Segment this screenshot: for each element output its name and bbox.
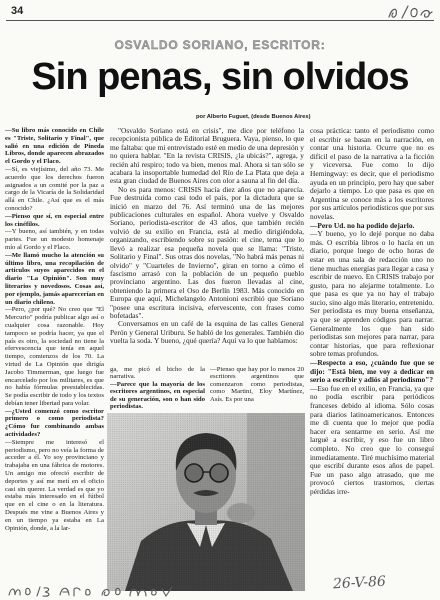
handwritten-date: 26-V-86 <box>332 573 387 593</box>
intro-paragraph: "Osvaldo Soriano está en crisis", me dice por teléfono la recepcionista pública de Editorial Bruguera. Vaya, pienso, lo que me faltaba: que mi entrevistado esté en medio de una depresión y no quiera hablar. "En la revista CRISIS, ¿la ubicás?", agrega, y recién ahí respiro; todo va bien, menos mal. Ahora si tan sólo se acabara la insoportable humedad del Río de La Plata que deja a esta gran ciudad de Buenos Aires con olor a sauna al fin del día. <box>110 127 304 186</box>
interview-answer: —Pero, ¿por qué? No creo que "El Mercurio" podría publicar algo así o cualquier cosa razonable. Hoy tampoco se podría hacer, ya que el país es otro, la sociedad no tiene la efervescencia que tenía en aquel tiempo, comienzos de los 70. La virtud de La Opinión que dirigía Jacobo Timmerman, que luego fue encarcelado por los militares, es que no había fórmulas preestablecidas. Se podía escribir de todo y los textos debían tener libertad para volar. <box>5 306 104 407</box>
header-rule <box>6 20 434 21</box>
interview-question: —¿Usted comenzó como escritor primero o como periodista? ¿Cómo fue combinando ambas actividades? <box>5 407 104 439</box>
handwritten-annotation-top <box>386 3 434 21</box>
interview-question: —Me llamó mucho la atención su último libro, una recopilación de artículos suyos aparecidos en el diario "La Opinión". Son muy literarios y novedosos. Cosas así, por ejemplo, jamás aparecerían en un diario chileno. <box>5 251 104 306</box>
interview-question: —Pero Ud. no ha podido dejarlo. <box>310 220 415 230</box>
handwritten-annotation-bottom <box>6 582 178 600</box>
interview-answer: —Pienso que hay por lo menos 20 escritores argentinos que comenzaron como periodistas, como Martini, Eloy Martínez, Asís. Es por una <box>210 366 304 403</box>
right-column <box>310 127 434 567</box>
left-column <box>5 127 104 587</box>
headline-kicker: OSVALDO SORIANO, ESCRITOR: <box>114 38 326 52</box>
interview-question: —Su libro más conocido en Chile es "Triste, Solitario y Final", que salió en una edición de Pineda Libros, donde aparecen abrazados el Gordo y el Flaco. <box>5 127 104 166</box>
intro-column <box>110 127 304 365</box>
portrait-photo <box>107 413 305 591</box>
interview-answer: —Sí, es viejísimo, del año 73. Me acuerdo que los derechos fueron asignados a un comité por la paz a cargo de la Vicaría de la Solidaridad allá en Chile. ¿Así que es el más conocido? <box>5 165 104 212</box>
interview-answer: cosa práctica: tanto el periodismo como el escribir se basan en la narración, en contar una historia. Ocurre que no es difícil el paso de la narrativa a la ficción y viceversa. Fue como lo dijo Hemingway: es decir, que el periodismo ayuda en un principio, pero hay que saber dejarlo a tiempo. Lo que pasa es que en Argentina se conoce más a los escritores por sus artículos periodísticos que por sus novelas. <box>310 127 434 221</box>
interview-answer: —Y bueno, yo lo dejé porque no daba más. O escribía libros o lo hacía en un diario, porque luego de ocho horas de estar en una sala de redacción uno no tiene muchas energías para llegar a casa y escribir de nuevo. En CRISIS trabajo por gusto, para no alejarme totalmente. Lo que pasa es que ya no hay el trabajo sucio, sino algo más literario, entretenido. Ser periodista es muy buena enseñanza, ya que se aprenden códigos para narrar. Generalmente los que han sido periodistas son mejores para narrar, para contar historias, que para reflexionar sobre temas profundos. <box>310 229 434 359</box>
interview-question: —Respecto a eso, ¿cuándo fue que se dijo: "Está bien, me voy a dedicar en serio a escribir y adiós al periodismo"? <box>310 358 434 385</box>
middle-right-column <box>210 366 304 412</box>
intro-paragraph: No es para menos: CRISIS hacía diez años que no aparecía. Fue destruida como casi todo el país, por la dictadura que se inició en marzo del 76. Así terminó una de las mejores publicaciones culturales en español. Ahora vuelve y Osvaldo Soriano, periodista-escritor de 43 años, que también recién volvió de su exilio en Francia, está al medio dirigiéndola, organizando, escribiendo sobre su pasión: el cine, tema que lo llevó a realizar esa pequeña novela que se llama: "Triste, Solitario y Final". Sus otras dos novelas, "No habrá más penas ni olvido" y "Cuarteles de Invierno", giran en torno a cómo el fascismo arrasó con la población de un pequeño pueblo provinciano argentino. Las dos fueron llevadas al cine, obteniendo la primera el Oso de Berlín 1983. Más conocido en Europa que aquí, Michelangelo Antonioni escribió que Soriano "posee una escritura incisiva, efervescente, con frases como bofetadas". <box>110 184 304 320</box>
middle-left-column <box>110 366 205 412</box>
halftone-overlay <box>107 413 305 591</box>
interview-answer: ga, me picó el bicho de la narrativa. <box>110 366 205 381</box>
intro-paragraph: Conversamos en un café de la esquina de las calles General Perón y General Uriburu. Se habló de los generales. También dio vuelta la soda. Y bueno, ¿qué quería? Aquí va lo que hablamos: <box>110 319 304 346</box>
interview-answer: —Y bueno, así también, y en todas partes. Fue un modesto homenaje mío al Gordo y el Flaco. <box>5 228 104 251</box>
byline: por Alberto Fuguet, (desde Buenos Aires) <box>196 114 311 120</box>
interview-answer: —Siempre me interesó el periodismo, pero no veía la forma de acceder a él. Yo soy provinciano y trabajaba en una fábrica de motores. Un amigo me ofreció escribir de deportes y así me metí en el oficio casi sin querer. La verdad es que yo estaba más interesado en el fútbol que en el cine o en la literatura. Después me vine a Buenos Aires y en un tiempo ya estaba en La Opinión, donde, a la lar- <box>5 438 104 532</box>
interview-question: —Pienso que sí, en especial entre los cinéfilos. <box>5 212 104 228</box>
interview-answer: —Eso fue en el exilio, en Francia, ya que no podía escribir para periódicos franceses debido al idioma. Sólo cosas para diarios latinoamericanos. Entonces me di cuenta que lo mejor que podía hacer era sentarme en serio. Así me largué a escribir, y eso fue un libro completo. No creo que lo conseguí inmediatamente. Tiré muchísimo material que escribí durante esos años de papel. Fue un paso algo atrasado, que me provocó ciertos trastornos, ciertas pérdidas irre- <box>310 383 434 496</box>
page-number: 34 <box>11 5 24 17</box>
headline-title: Sin penas, sin olvidos <box>31 56 409 98</box>
interview-question: —Parece que la mayoría de los escritores argentinos, en especial de su generación, son o han sido periodistas. <box>110 380 205 411</box>
